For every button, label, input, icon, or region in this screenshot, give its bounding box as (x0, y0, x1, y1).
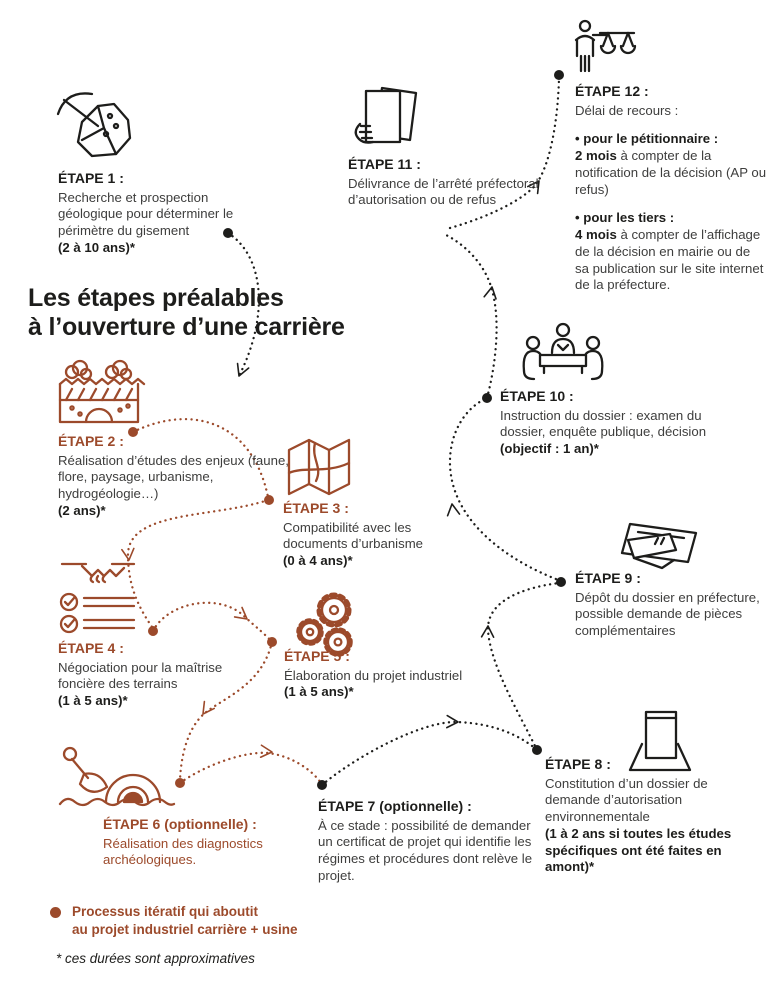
step-9 (575, 570, 760, 640)
step-6-label: ÉTAPE 6 (optionnelle) : (103, 816, 257, 832)
step-5-label: ÉTAPE 5 : (284, 648, 350, 664)
step-3-text: Compatibilité avec les documents d’urbanisme (283, 519, 424, 552)
legend-dot (50, 907, 61, 918)
node-step10 (482, 393, 492, 403)
step-6-text: Réalisation des diagnostics archéologiques. (103, 835, 263, 868)
step-1-text: Recherche et prospection géologique pour déterminer le périmètre du gisement (58, 189, 234, 239)
step-12-bullet2-text (575, 227, 767, 294)
step-6 (103, 816, 308, 869)
step-11-label: ÉTAPE 11 : (348, 156, 421, 172)
step-4-label: ÉTAPE 4 : (58, 640, 124, 656)
page-title-line2: à l’ouverture d’une carrière (28, 313, 345, 342)
step-12-bullet2-head: • pour les tiers : (575, 210, 675, 226)
step-7-label: ÉTAPE 7 (optionnelle) : (318, 798, 472, 814)
step-2-duration: (2 ans)* (58, 502, 106, 518)
step-12-bullet1-rest: à compter de la notification de la décision (AP ou refus) (575, 148, 767, 197)
step-8 (545, 756, 760, 876)
node-step6 (175, 778, 185, 788)
step-10-label: ÉTAPE 10 : (500, 388, 574, 404)
connector-step7-step8 (322, 722, 536, 785)
step-8-label: ÉTAPE 8 : (545, 756, 611, 772)
step-7-text: À ce stade : possibilité de demander un certificat de projet qui identifie les régimes et procédures dont relève le projet. (318, 817, 533, 883)
step-3-duration: (0 à 4 ans)* (283, 553, 353, 569)
node-step7 (317, 780, 327, 790)
hand-papers-icon (350, 84, 426, 160)
step-7 (318, 798, 540, 885)
meeting-table-icon (520, 321, 606, 387)
step-12 (575, 83, 767, 294)
step-10-duration: (objectif : 1 an)* (500, 441, 599, 457)
node-step9 (556, 577, 566, 587)
legend (50, 903, 342, 938)
step-12-bullet2-bold: 4 mois (575, 227, 617, 243)
footnote: * ces durées sont approximatives (56, 951, 255, 966)
step-10-text: Instruction du dossier : examen du dossier, enquête publique, décision (500, 407, 707, 440)
folded-map-icon (282, 433, 356, 503)
step-12-bullet2-rest: à compter de l’affichage de la décision en mairie ou de sa publication sur le site internet de la préfecture. (575, 227, 764, 293)
step-1-duration: (2 à 10 ans)* (58, 239, 135, 255)
step-10 (500, 388, 718, 458)
step-12-bullet1-head: • pour le pétitionnaire : (575, 131, 719, 147)
step-3 (283, 500, 468, 570)
connector-step10-step11 (444, 234, 497, 398)
legend-line2: au projet industriel carrière + usine (72, 921, 298, 937)
legend-line1: Processus itératif qui aboutit (72, 904, 259, 919)
step-2 (58, 433, 300, 520)
step-8-text: Constitution d’un dossier de demande d’autorisation environnementale (545, 775, 708, 825)
pickaxe-rock-icon (56, 86, 140, 168)
step-11 (348, 156, 548, 209)
step-12-label: ÉTAPE 12 : (575, 83, 649, 99)
step-1-label: ÉTAPE 1 : (58, 170, 124, 186)
shovel-dig-icon (56, 744, 176, 814)
step-3-label: ÉTAPE 3 : (283, 500, 349, 516)
step-5 (284, 648, 464, 701)
step-9-label: ÉTAPE 9 : (575, 570, 641, 586)
step-12-bullet1-bold: 2 mois (575, 148, 617, 164)
connector-step8-step9 (488, 583, 559, 750)
step-2-label: ÉTAPE 2 : (58, 433, 124, 449)
node-step4 (148, 626, 158, 636)
node-step5 (267, 637, 277, 647)
connector-step6-step7 (180, 753, 321, 783)
page-title (28, 284, 368, 343)
justice-scales-icon (570, 18, 640, 84)
node-step8 (532, 745, 542, 755)
connector-step4-step5 (153, 603, 271, 641)
step-5-text: Élaboration du projet industriel (284, 667, 463, 683)
step-4 (58, 640, 228, 710)
legend-text (72, 903, 342, 938)
terrain-layers-icon (54, 358, 146, 432)
node-step12 (554, 70, 564, 80)
step-12-bullet1-text (575, 148, 767, 198)
step-8-duration: (1 à 2 ans si toutes les études spécifiques ont été faites en amont)* (545, 825, 732, 875)
page-title-line1: Les étapes préalables (28, 284, 284, 312)
step-9-text: Dépôt du dossier en préfecture, possible demande de pièces complémentaires (575, 589, 760, 639)
step-11-text: Délivrance de l’arrêté préfectoral d’autorisation ou de refus (348, 175, 539, 208)
step-2-text: Réalisation d’études des enjeux (faune, flore, paysage, urbanisme, hydrogéologie…) (58, 452, 289, 502)
step-5-duration: (1 à 5 ans)* (284, 684, 354, 700)
step-1 (58, 170, 273, 257)
step-4-duration: (1 à 5 ans)* (58, 693, 128, 709)
handshake-checklist-icon (56, 554, 140, 638)
step-4-text: Négociation pour la maîtrise foncière des terrains (58, 659, 223, 692)
step-12-text: Délai de recours : (575, 102, 679, 118)
